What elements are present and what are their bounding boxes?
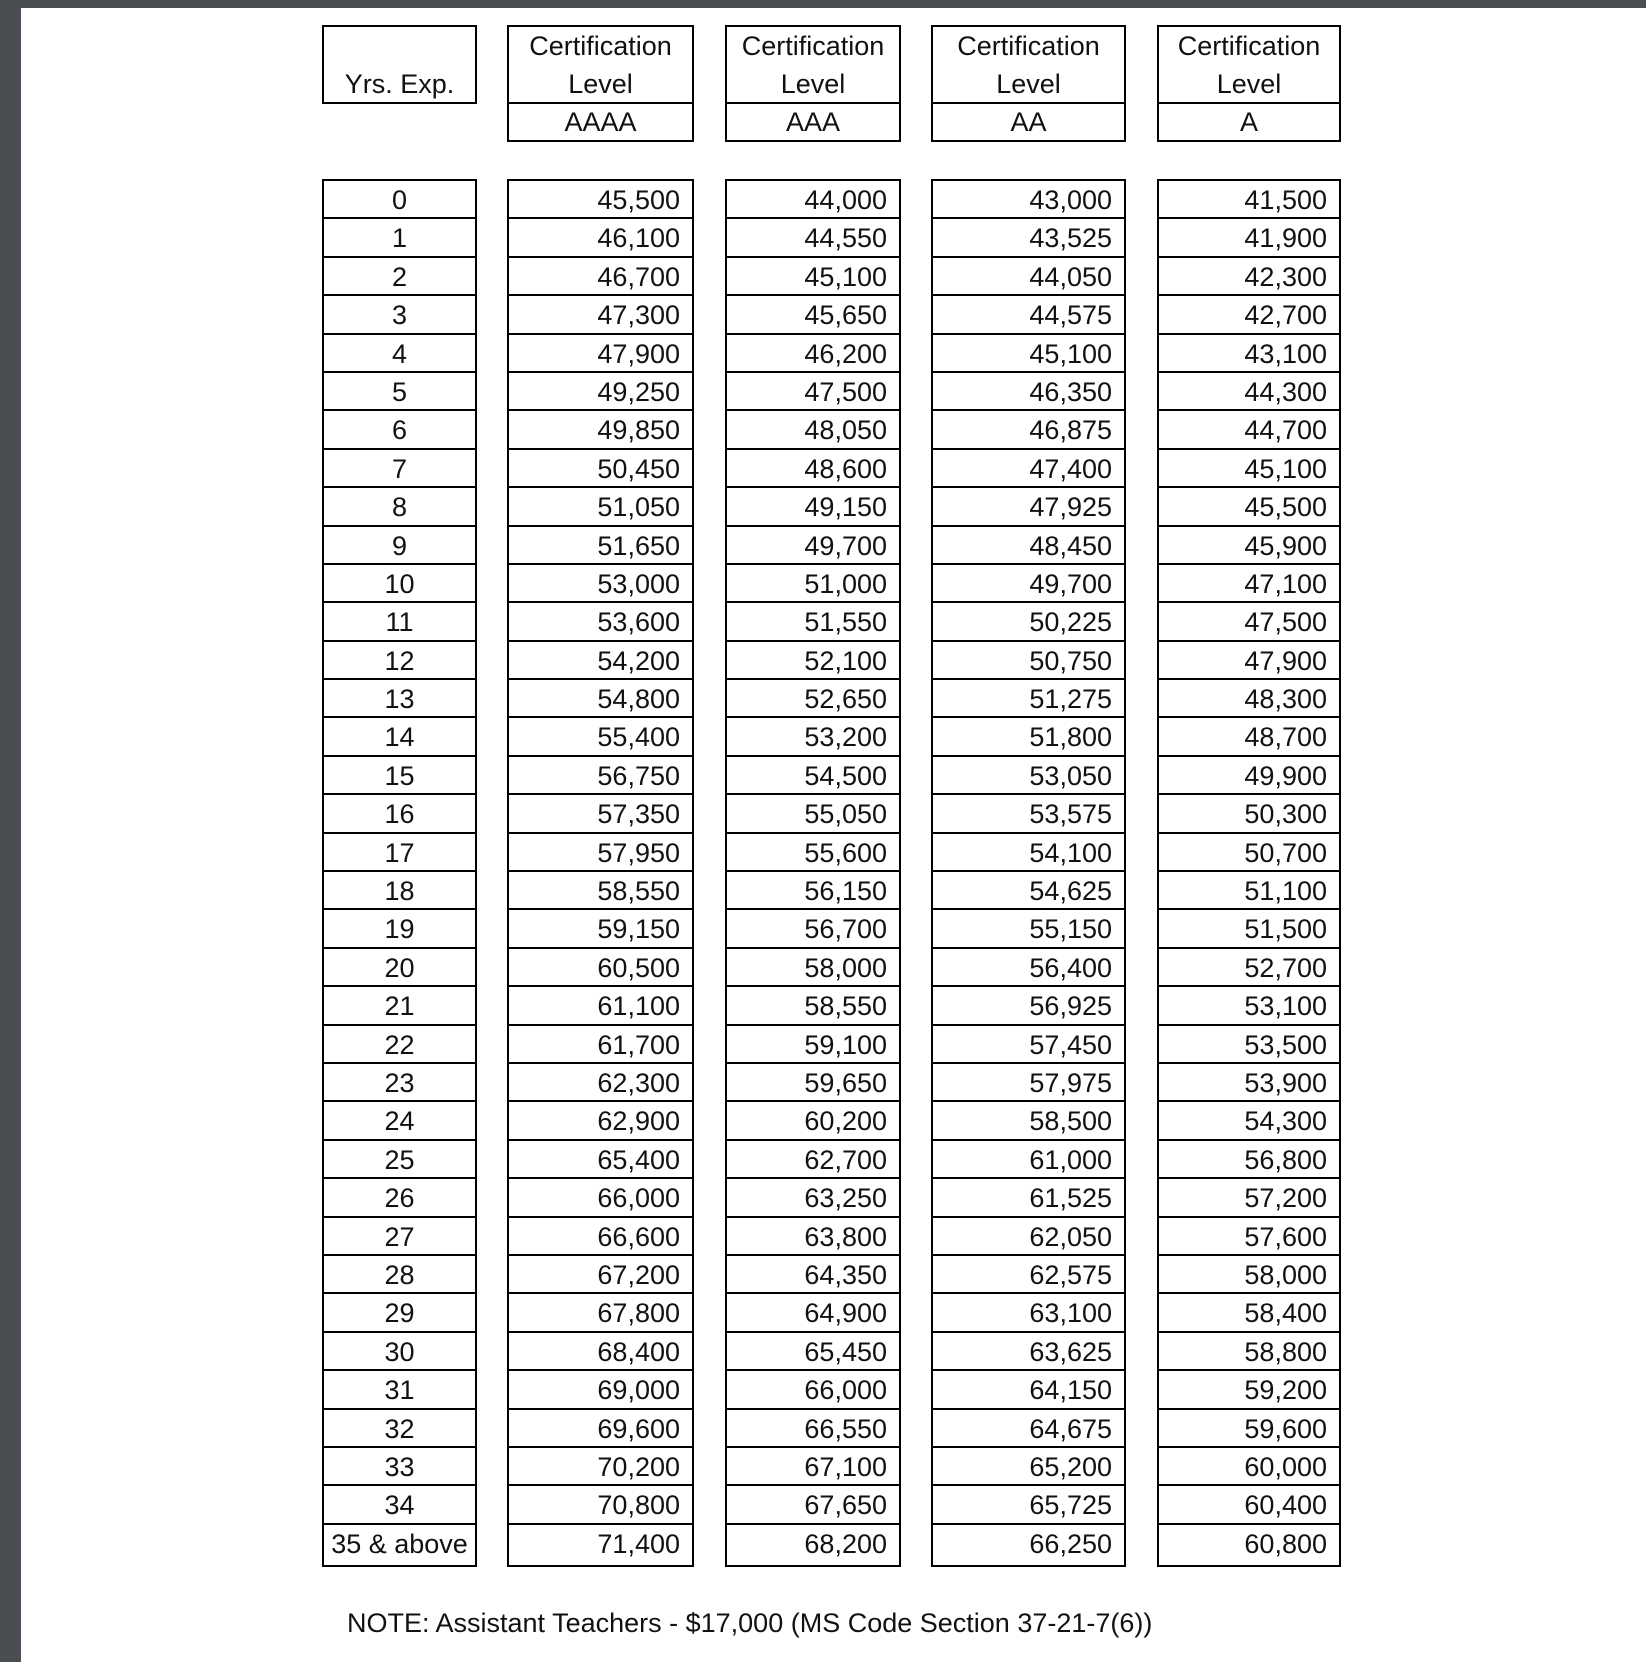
cell-aaa: 56,700 <box>727 910 899 948</box>
cell-a: 59,200 <box>1159 1371 1339 1409</box>
cell-a: 44,700 <box>1159 411 1339 449</box>
cell-aaaa: 57,950 <box>509 834 692 872</box>
cell-years: 3 <box>324 296 475 334</box>
cell-aa: 54,625 <box>933 872 1124 910</box>
header-cert-line1: Certification <box>957 31 1100 61</box>
cell-aaaa: 46,100 <box>509 219 692 257</box>
cell-aa: 50,750 <box>933 642 1124 680</box>
header-level-aaa: AAA <box>725 104 901 142</box>
cell-years: 31 <box>324 1371 475 1409</box>
cell-a: 44,300 <box>1159 373 1339 411</box>
cell-years: 13 <box>324 680 475 718</box>
header-cert-aa <box>931 25 1126 104</box>
cell-aa: 46,350 <box>933 373 1124 411</box>
header-cert-aaa <box>725 25 901 104</box>
cell-aa: 58,500 <box>933 1102 1124 1140</box>
cell-aaaa: 57,350 <box>509 795 692 833</box>
cell-aaa: 51,550 <box>727 603 899 641</box>
cell-aaa: 67,650 <box>727 1486 899 1524</box>
cell-aaa: 65,450 <box>727 1333 899 1371</box>
cell-aaaa: 66,000 <box>509 1179 692 1217</box>
cell-aaaa: 70,800 <box>509 1486 692 1524</box>
cell-years: 14 <box>324 718 475 756</box>
cell-a: 42,700 <box>1159 296 1339 334</box>
cell-aa: 66,250 <box>1029 1528 1112 1559</box>
cell-years: 32 <box>324 1410 475 1448</box>
cell-years: 15 <box>324 757 475 795</box>
note-text: NOTE: Assistant Teachers - $17,000 (MS Code Section 37-21-7(6)) <box>347 1608 1153 1638</box>
cell-aa: 43,525 <box>933 219 1124 257</box>
cell-years: 8 <box>324 488 475 526</box>
header-cert-line2: Level <box>780 69 846 99</box>
header-cert-line2: Level <box>996 69 1061 99</box>
column-years <box>322 179 477 1567</box>
cell-aaaa: 56,750 <box>509 757 692 795</box>
cell-aaa: 45,650 <box>727 296 899 334</box>
cell-aaaa: 47,300 <box>509 296 692 334</box>
cell-aaaa: 62,300 <box>509 1064 692 1102</box>
cell-a: 45,500 <box>1159 488 1339 526</box>
cell-aaaa: 68,400 <box>509 1333 692 1371</box>
cell-aaa: 67,100 <box>727 1448 899 1486</box>
cell-aaa: 63,250 <box>727 1179 899 1217</box>
cell-aaa: 62,700 <box>727 1141 899 1179</box>
cell-aa: 64,150 <box>933 1371 1124 1409</box>
header-cert-line2: Level <box>1216 69 1282 99</box>
cell-years: 28 <box>324 1256 475 1294</box>
cell-aa: 44,575 <box>933 296 1124 334</box>
cell-aa: 57,975 <box>933 1064 1124 1102</box>
cell-years: 20 <box>324 949 475 987</box>
cell-aa: 44,050 <box>933 258 1124 296</box>
cell-a: 50,700 <box>1159 834 1339 872</box>
window-left-bar <box>0 0 21 1662</box>
cell-a: 51,500 <box>1159 910 1339 948</box>
header-level-aaaa: AAAA <box>507 104 694 142</box>
cell-years: 17 <box>324 834 475 872</box>
cell-aaaa: 53,600 <box>509 603 692 641</box>
cell-aaa: 59,650 <box>727 1064 899 1102</box>
cell-aaaa: 71,400 <box>597 1528 680 1559</box>
cell-aa: 65,725 <box>933 1486 1124 1524</box>
cell-aaaa: 51,650 <box>509 527 692 565</box>
cell-a: 43,100 <box>1159 335 1339 373</box>
cell-aaaa: 61,100 <box>509 987 692 1025</box>
cell-aaaa: 54,200 <box>509 642 692 680</box>
cell-years: 0 <box>324 181 475 219</box>
cell-years: 35 & above <box>331 1528 468 1559</box>
cell-a: 58,800 <box>1159 1333 1339 1371</box>
cell-a: 45,100 <box>1159 450 1339 488</box>
cell-a: 60,000 <box>1159 1448 1339 1486</box>
cell-aaa: 44,000 <box>727 181 899 219</box>
cell-a: 42,300 <box>1159 258 1339 296</box>
cell-aa: 46,875 <box>933 411 1124 449</box>
cell-years: 26 <box>324 1179 475 1217</box>
cell-years: 21 <box>324 987 475 1025</box>
cell-aaa: 49,700 <box>727 527 899 565</box>
cell-a: 48,700 <box>1159 718 1339 756</box>
cell-years: 11 <box>324 603 475 641</box>
cell-a: 60,800 <box>1244 1528 1327 1559</box>
column-aaa <box>725 179 901 1567</box>
cell-years: 1 <box>324 219 475 257</box>
cell-aa: 47,400 <box>933 450 1124 488</box>
cell-aa: 51,275 <box>933 680 1124 718</box>
cell-aaa: 49,150 <box>727 488 899 526</box>
cell-aaaa: 62,900 <box>509 1102 692 1140</box>
cell-aa: 51,800 <box>933 718 1124 756</box>
cell-aa: 62,050 <box>933 1218 1124 1256</box>
cell-aaa: 44,550 <box>727 219 899 257</box>
cell-aaa: 60,200 <box>727 1102 899 1140</box>
document-page <box>21 8 1646 1662</box>
cell-years: 18 <box>324 872 475 910</box>
cell-aaaa: 69,000 <box>509 1371 692 1409</box>
column-a <box>1157 179 1341 1567</box>
cell-aaaa: 61,700 <box>509 1026 692 1064</box>
header-cert-a <box>1157 25 1341 104</box>
cell-aaa: 66,550 <box>727 1410 899 1448</box>
cell-a: 56,800 <box>1159 1141 1339 1179</box>
cell-years: 23 <box>324 1064 475 1102</box>
cell-a: 53,900 <box>1159 1064 1339 1102</box>
cell-aaa: 46,200 <box>727 335 899 373</box>
cell-years: 29 <box>324 1294 475 1332</box>
column-aa <box>931 179 1126 1567</box>
cell-years: 5 <box>324 373 475 411</box>
cell-aaa: 55,600 <box>727 834 899 872</box>
cell-aaa: 55,050 <box>727 795 899 833</box>
cell-a: 59,600 <box>1159 1410 1339 1448</box>
cell-aaaa: 58,550 <box>509 872 692 910</box>
cell-a: 60,400 <box>1159 1486 1339 1524</box>
cell-aaa: 45,100 <box>727 258 899 296</box>
cell-aaa: 56,150 <box>727 872 899 910</box>
cell-a: 53,500 <box>1159 1026 1339 1064</box>
cell-aaa: 48,050 <box>727 411 899 449</box>
cell-aa: 55,150 <box>933 910 1124 948</box>
cell-a: 45,900 <box>1159 527 1339 565</box>
cell-years: 27 <box>324 1218 475 1256</box>
cell-aaaa: 53,000 <box>509 565 692 603</box>
cell-aaaa: 67,200 <box>509 1256 692 1294</box>
cell-aa: 61,525 <box>933 1179 1124 1217</box>
cell-years: 25 <box>324 1141 475 1179</box>
cell-aaaa: 66,600 <box>509 1218 692 1256</box>
cell-a: 58,400 <box>1159 1294 1339 1332</box>
cell-a: 47,500 <box>1159 603 1339 641</box>
cell-years: 33 <box>324 1448 475 1486</box>
cell-aa: 65,200 <box>933 1448 1124 1486</box>
cell-aaaa: 54,800 <box>509 680 692 718</box>
cell-years: 22 <box>324 1026 475 1064</box>
cell-aaaa: 49,850 <box>509 411 692 449</box>
cell-aa: 43,000 <box>933 181 1124 219</box>
cell-aaa: 52,100 <box>727 642 899 680</box>
cell-a: 52,700 <box>1159 949 1339 987</box>
cell-aaaa: 67,800 <box>509 1294 692 1332</box>
header-level-a: A <box>1157 104 1341 142</box>
cell-a: 47,900 <box>1159 642 1339 680</box>
cell-years: 19 <box>324 910 475 948</box>
cell-a: 47,100 <box>1159 565 1339 603</box>
cell-years: 34 <box>324 1486 475 1524</box>
cell-years: 6 <box>324 411 475 449</box>
cell-a: 41,500 <box>1159 181 1339 219</box>
cell-a: 51,100 <box>1159 872 1339 910</box>
cell-aa: 50,225 <box>933 603 1124 641</box>
cell-aaaa: 47,900 <box>509 335 692 373</box>
cell-aaa: 47,500 <box>727 373 899 411</box>
cell-aaaa: 46,700 <box>509 258 692 296</box>
cell-aaaa: 50,450 <box>509 450 692 488</box>
header-cert-line1: Certification <box>741 31 885 61</box>
cell-years: 12 <box>324 642 475 680</box>
cell-aaaa: 45,500 <box>509 181 692 219</box>
cell-years: 16 <box>324 795 475 833</box>
cell-aaaa: 59,150 <box>509 910 692 948</box>
cell-years: 9 <box>324 527 475 565</box>
cell-aa: 48,450 <box>933 527 1124 565</box>
header-cert-line1: Certification <box>529 31 672 61</box>
cell-a: 49,900 <box>1159 757 1339 795</box>
cell-aaa: 58,000 <box>727 949 899 987</box>
cell-aa: 45,100 <box>933 335 1124 373</box>
cell-aa: 56,400 <box>933 949 1124 987</box>
cell-aaa: 48,600 <box>727 450 899 488</box>
cell-aaa: 59,100 <box>727 1026 899 1064</box>
cell-aaa: 64,900 <box>727 1294 899 1332</box>
cell-a: 50,300 <box>1159 795 1339 833</box>
cell-aaa: 53,200 <box>727 718 899 756</box>
header-level-aa: AA <box>931 104 1126 142</box>
cell-aa: 49,700 <box>933 565 1124 603</box>
cell-aaa: 64,350 <box>727 1256 899 1294</box>
header-years-exp <box>322 25 477 104</box>
cell-aaa: 58,550 <box>727 987 899 1025</box>
cell-aaaa: 65,400 <box>509 1141 692 1179</box>
cell-a: 57,600 <box>1159 1218 1339 1256</box>
cell-aa: 53,575 <box>933 795 1124 833</box>
cell-years: 7 <box>324 450 475 488</box>
window-top-bar <box>0 0 1646 8</box>
cell-aa: 47,925 <box>933 488 1124 526</box>
cell-aaa: 68,200 <box>804 1528 887 1559</box>
cell-aa: 56,925 <box>933 987 1124 1025</box>
cell-aaaa: 69,600 <box>509 1410 692 1448</box>
header-cert-aaaa <box>507 25 694 104</box>
cell-years: 30 <box>324 1333 475 1371</box>
cell-aaa: 63,800 <box>727 1218 899 1256</box>
cell-a: 48,300 <box>1159 680 1339 718</box>
cell-aa: 61,000 <box>933 1141 1124 1179</box>
column-aaaa <box>507 179 694 1567</box>
cell-aaaa: 49,250 <box>509 373 692 411</box>
header-cert-line2: Level <box>568 69 633 99</box>
cell-aaa: 51,000 <box>727 565 899 603</box>
cell-years: 24 <box>324 1102 475 1140</box>
cell-aaa: 54,500 <box>727 757 899 795</box>
cell-aaaa: 70,200 <box>509 1448 692 1486</box>
cell-aa: 53,050 <box>933 757 1124 795</box>
cell-a: 41,900 <box>1159 219 1339 257</box>
cell-aa: 57,450 <box>933 1026 1124 1064</box>
cell-a: 57,200 <box>1159 1179 1339 1217</box>
cell-aaa: 66,000 <box>727 1371 899 1409</box>
cell-aaa: 52,650 <box>727 680 899 718</box>
cell-a: 53,100 <box>1159 987 1339 1025</box>
cell-aa: 54,100 <box>933 834 1124 872</box>
cell-years: 4 <box>324 335 475 373</box>
cell-aa: 63,625 <box>933 1333 1124 1371</box>
cell-aaaa: 60,500 <box>509 949 692 987</box>
cell-aaaa: 51,050 <box>509 488 692 526</box>
header-years-label: Yrs. Exp. <box>344 69 455 99</box>
header-cert-line1: Certification <box>1177 31 1321 61</box>
cell-aa: 63,100 <box>933 1294 1124 1332</box>
cell-aa: 62,575 <box>933 1256 1124 1294</box>
cell-a: 54,300 <box>1159 1102 1339 1140</box>
cell-a: 58,000 <box>1159 1256 1339 1294</box>
cell-aa: 64,675 <box>933 1410 1124 1448</box>
cell-aaaa: 55,400 <box>509 718 692 756</box>
cell-years: 2 <box>324 258 475 296</box>
cell-years: 10 <box>324 565 475 603</box>
